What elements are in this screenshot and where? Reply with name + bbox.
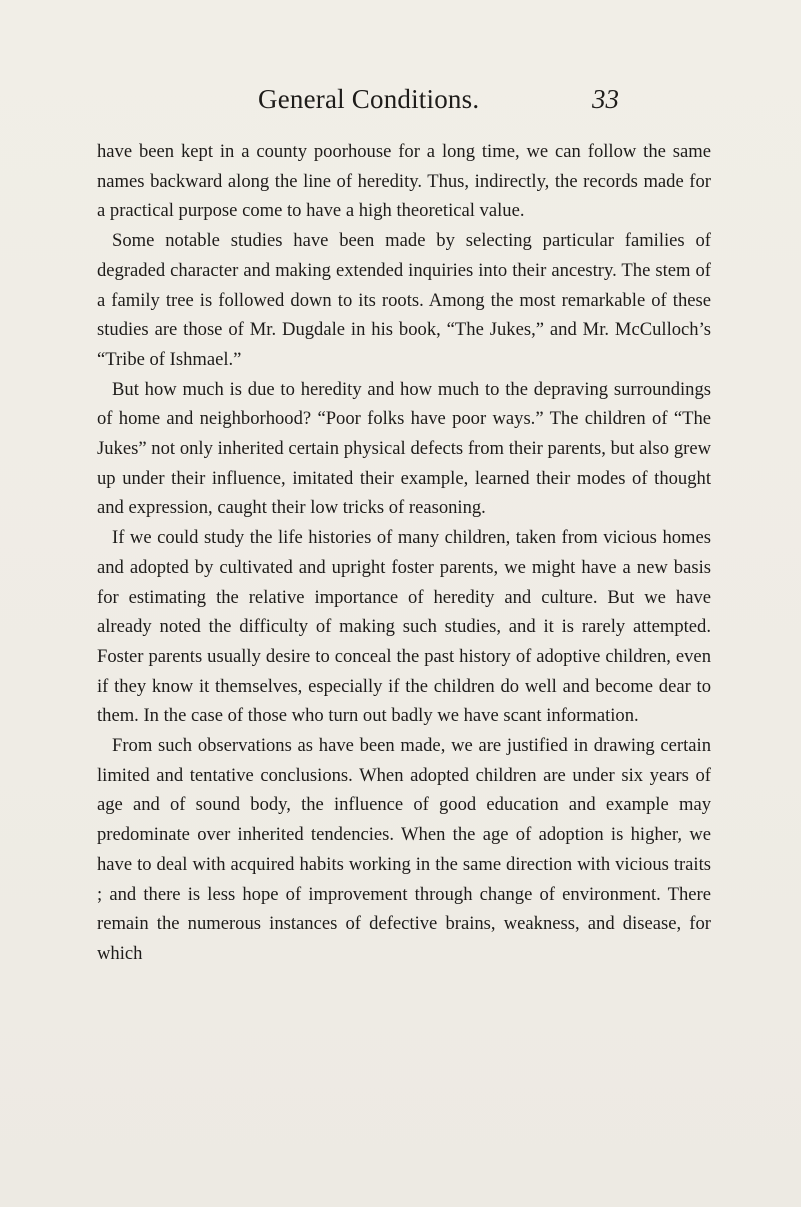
paragraph-conclusions: From such observations as have been made, we are justified in drawing certain limited and tentative conclusions. When adopted children are under six years of age and of sound body, the influence of good education and example may predominate over inherited tendencies. When the age of adoption is higher, we have to deal with acquired habits working in the same direction with vicious traits ; and there is less hope of improvement through change of environment. There remain the numerous instances of defective brains, weakness, and disease, for which <box>97 735 711 964</box>
paragraph-heredity-question: But how much is due to heredity and how much to the depraving surroundings of home and neighborhood? “Poor folks have poor ways.” The children of “The Jukes” not only inherited certain physical defects from their parents, but also grew up under their influence, imitated their example, learned their modes of thought and expression, caught their low tricks of reasoning. <box>97 378 711 519</box>
paragraph-continued: have been kept in a county poorhouse for a long time, we can follow the same names backward along the line of heredity. Thus, indirectly, the records made for a practical purpose come to have a high theoretical value. <box>97 141 711 222</box>
paragraph-family-studies: Some notable studies have been made by selecting particular families of degraded character and making extended inquiries into their ancestry. The stem of a family tree is followed down to its roots. Among the most remarkable of these studies are those of Mr. Dugdale in his book, “The Jukes,” and Mr. McCulloch’s “Tribe of Ishmael.” <box>97 230 711 370</box>
page-header <box>0 84 801 124</box>
running-head: General Conditions. <box>258 84 480 114</box>
body-text <box>97 137 711 969</box>
paragraph-adopted-children: If we could study the life histories of many children, taken from vicious homes and adopted by cultivated and upright foster parents, we might have a new basis for estimating the relative importance of heredity and culture. But we have already noted the difficulty of making such studies, and it is rarely attempted. Foster parents usually desire to conceal the past history of adoptive children, even if they know it themselves, especially if the children do well and become dear to them. In the case of those who turn out badly we have scant information. <box>97 527 711 727</box>
page-number: 33 <box>592 84 619 114</box>
